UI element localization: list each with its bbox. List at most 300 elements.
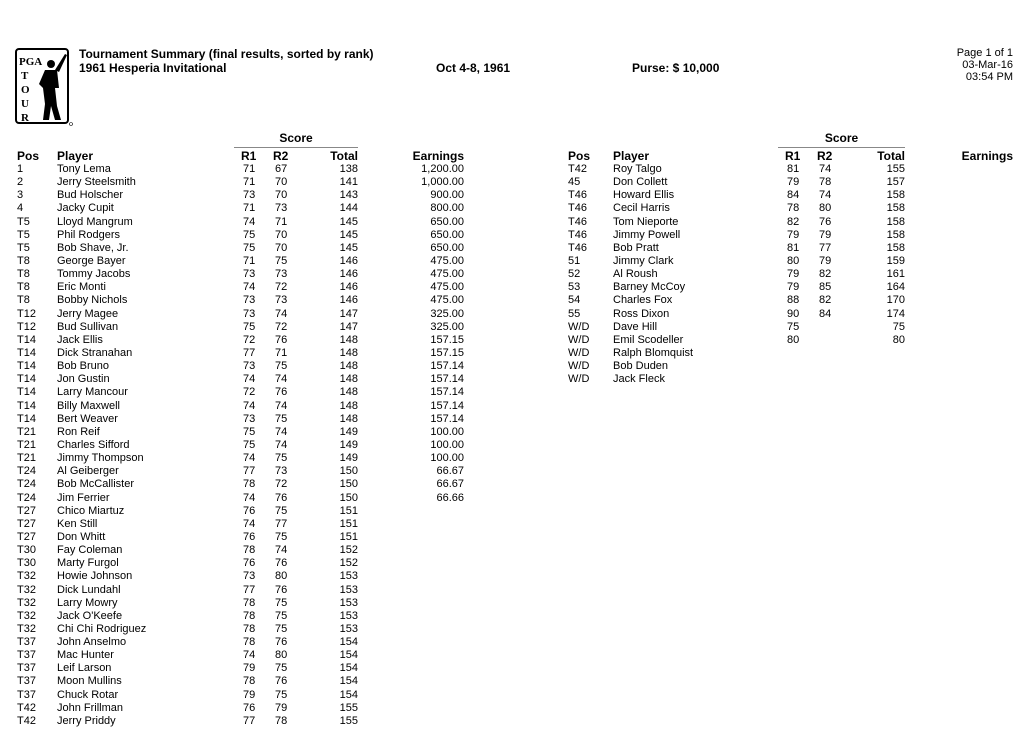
cell-r2: 76	[275, 333, 288, 346]
cell-player: Bob Pratt	[613, 241, 659, 254]
cell-player: Jack O'Keefe	[57, 609, 123, 622]
table-row	[0, 584, 520, 597]
cell-r1: 75	[243, 241, 256, 254]
cell-earnings: 100.00	[430, 425, 464, 438]
cell-player: Jimmy Powell	[613, 228, 681, 241]
score-group-label: Score	[279, 131, 313, 145]
cell-r1: 77	[243, 714, 256, 727]
cell-earnings: 800.00	[430, 202, 464, 215]
cell-r2: 77	[275, 517, 288, 530]
cell-r2: 76	[275, 583, 288, 596]
table-row	[0, 163, 1023, 176]
cell-r2: 76	[275, 636, 288, 649]
cell-total: 149	[339, 438, 358, 451]
cell-r2: 73	[275, 202, 288, 215]
cell-player: Tony Lema	[57, 163, 111, 175]
cell-player: Ron Reif	[57, 425, 100, 438]
cell-total: 146	[339, 281, 358, 294]
cell-r1: 80	[787, 254, 800, 267]
cell-total: 148	[339, 386, 358, 399]
cell-pos: T32	[17, 596, 36, 609]
cell-pos: T32	[17, 570, 36, 583]
table-row	[0, 544, 520, 557]
cell-total: 152	[339, 544, 358, 557]
col-header-total-right: Total	[877, 149, 905, 163]
table-row	[0, 610, 520, 623]
cell-total: 143	[339, 189, 358, 202]
cell-pos: T30	[17, 557, 36, 570]
cell-player: Barney McCoy	[613, 281, 686, 294]
cell-pos: T14	[17, 399, 36, 412]
cell-pos: 4	[17, 202, 24, 215]
cell-r2: 75	[275, 609, 288, 622]
cell-pos: T21	[17, 438, 36, 451]
cell-r2: 84	[819, 307, 832, 320]
score-group-header-left	[234, 131, 358, 148]
cell-player: Larry Mancour	[57, 386, 128, 399]
cell-r1: 74	[243, 452, 256, 465]
cell-total: 170	[886, 294, 905, 307]
cell-r2: 75	[275, 412, 288, 425]
table-row	[0, 334, 1023, 347]
cell-earnings: 100.00	[430, 452, 464, 465]
cell-pos: T21	[17, 425, 36, 438]
cell-pos: T8	[17, 254, 30, 267]
cell-r1: 78	[243, 636, 256, 649]
cell-total: 158	[886, 202, 905, 215]
table-row	[0, 202, 1023, 215]
cell-r1: 76	[243, 530, 256, 543]
cell-earnings: 157.14	[430, 399, 464, 412]
cell-pos: T32	[17, 609, 36, 622]
cell-player: Al Roush	[613, 268, 658, 281]
cell-total: 154	[339, 662, 358, 675]
cell-earnings: 157.15	[430, 346, 464, 359]
cell-player: Jimmy Thompson	[57, 452, 144, 465]
cell-r1: 78	[243, 622, 256, 635]
cell-total: 150	[339, 491, 358, 504]
cell-r1: 76	[243, 557, 256, 570]
cell-r1: 74	[243, 399, 256, 412]
page-info	[957, 47, 1013, 83]
col-header-r1: R1	[241, 149, 257, 163]
cell-player: Bud Holscher	[57, 189, 124, 202]
table-row	[0, 308, 1023, 321]
cell-r2: 73	[275, 294, 288, 307]
pga-tour-logo	[15, 48, 73, 126]
cell-r1: 79	[787, 268, 800, 281]
table-row	[0, 281, 1023, 294]
col-header-pos: Pos	[17, 149, 40, 163]
table-row	[0, 649, 520, 662]
cell-total: 151	[339, 504, 358, 517]
cell-r2: 75	[275, 360, 288, 373]
logo-letter-r: R	[21, 112, 29, 124]
cell-r1: 73	[243, 570, 256, 583]
cell-pos: T27	[17, 517, 36, 530]
score-group-rule	[778, 147, 905, 148]
cell-total: 148	[339, 360, 358, 373]
score-group-rule	[234, 147, 358, 148]
table-row	[0, 229, 1023, 242]
cell-earnings: 66.67	[436, 465, 464, 478]
cell-r2: 78	[819, 176, 832, 189]
cell-r2: 75	[275, 596, 288, 609]
cell-r1: 79	[787, 176, 800, 189]
cell-player: Bud Sullivan	[57, 320, 119, 333]
cell-total: 145	[339, 241, 358, 254]
cell-r1: 74	[243, 517, 256, 530]
cell-r2: 70	[275, 176, 288, 189]
cell-earnings: 66.66	[436, 491, 464, 504]
logo-letter-t: T	[21, 70, 29, 82]
cell-r2: 70	[275, 241, 288, 254]
cell-pos: 55	[568, 307, 581, 320]
cell-pos: T14	[17, 333, 36, 346]
cell-pos: T30	[17, 544, 36, 557]
cell-player: Billy Maxwell	[57, 399, 120, 412]
cell-player: Eric Monti	[57, 281, 106, 294]
cell-player: Roy Talgo	[613, 163, 662, 175]
cell-pos: T42	[17, 701, 36, 714]
cell-pos: T8	[17, 294, 30, 307]
cell-r2: 72	[275, 281, 288, 294]
cell-pos: T14	[17, 386, 36, 399]
cell-r2: 82	[819, 268, 832, 281]
cell-r1: 78	[243, 478, 256, 491]
cell-r2: 74	[275, 438, 288, 451]
cell-pos: T5	[17, 215, 30, 228]
cell-r1: 79	[787, 228, 800, 241]
cell-r2: 76	[275, 557, 288, 570]
cell-pos: T12	[17, 307, 36, 320]
table-row	[0, 505, 520, 518]
cell-earnings: 157.15	[430, 333, 464, 346]
cell-player: Mac Hunter	[57, 649, 114, 662]
cell-total: 151	[339, 517, 358, 530]
cell-r2: 74	[275, 425, 288, 438]
cell-total: 148	[339, 333, 358, 346]
col-header-earnings: Earnings	[412, 149, 464, 163]
cell-total: 152	[339, 557, 358, 570]
table-row	[0, 216, 1023, 229]
table-row	[0, 478, 520, 491]
cell-total: 150	[339, 465, 358, 478]
cell-pos: T14	[17, 360, 36, 373]
cell-r1: 81	[787, 241, 800, 254]
page-number: Page 1 of 1	[956, 47, 1013, 59]
cell-pos: W/D	[568, 373, 590, 386]
cell-player: Howard Ellis	[613, 189, 675, 202]
cell-r2: 75	[275, 530, 288, 543]
cell-pos: T37	[17, 675, 36, 688]
cell-pos: T27	[17, 504, 36, 517]
cell-total: 164	[886, 281, 905, 294]
cell-pos: T46	[568, 189, 587, 202]
cell-r2: 76	[819, 215, 832, 228]
cell-pos: W/D	[568, 360, 590, 373]
cell-total: 145	[339, 228, 358, 241]
cell-total: 148	[339, 346, 358, 359]
cell-player: Jack Ellis	[57, 333, 103, 346]
cell-r1: 78	[243, 596, 256, 609]
col-header-r2-right: R2	[817, 149, 833, 163]
table-row	[0, 531, 520, 544]
cell-total: 154	[339, 649, 358, 662]
cell-total: 151	[339, 530, 358, 543]
cell-r1: 73	[243, 307, 256, 320]
cell-earnings: 66.67	[436, 478, 464, 491]
cell-r2: 71	[275, 346, 288, 359]
cell-player: Charles Fox	[613, 294, 673, 307]
cell-r1: 71	[243, 202, 256, 215]
cell-r2: 75	[275, 504, 288, 517]
cell-r2: 80	[275, 649, 288, 662]
cell-total: 153	[339, 596, 358, 609]
pga-tour-logo-icon	[15, 48, 73, 126]
cell-r1: 75	[243, 320, 256, 333]
table-row	[0, 492, 520, 505]
cell-pos: 53	[568, 281, 581, 294]
cell-r2: 75	[275, 662, 288, 675]
table-row	[0, 452, 520, 465]
cell-r1: 78	[243, 675, 256, 688]
table-row	[0, 597, 520, 610]
cell-r1: 77	[243, 465, 256, 478]
table-row	[0, 623, 520, 636]
score-group-label: Score	[824, 131, 859, 145]
cell-player: Jacky Cupit	[57, 202, 114, 215]
cell-player: Don Collett	[613, 176, 668, 189]
cell-earnings: 157.14	[430, 373, 464, 386]
cell-total: 161	[886, 268, 905, 281]
cell-r1: 71	[243, 163, 256, 175]
cell-total: 154	[339, 636, 358, 649]
cell-player: Bert Weaver	[57, 412, 118, 425]
cell-total: 149	[339, 425, 358, 438]
cell-earnings: 157.14	[430, 412, 464, 425]
table-row	[0, 518, 520, 531]
cell-total: 145	[339, 215, 358, 228]
cell-r2: 74	[275, 544, 288, 557]
cell-earnings: 650.00	[430, 228, 464, 241]
cell-earnings: 157.14	[430, 386, 464, 399]
cell-r2: 73	[275, 465, 288, 478]
cell-player: Don Whitt	[57, 530, 106, 543]
cell-earnings: 100.00	[430, 438, 464, 451]
logo-letter-u: U	[21, 98, 29, 110]
cell-earnings: 1,200.00	[421, 163, 464, 175]
cell-player: Tom Nieporte	[613, 215, 679, 228]
col-header-r2: R2	[273, 149, 289, 163]
cell-r2: 78	[275, 714, 288, 727]
cell-pos: T14	[17, 412, 36, 425]
cell-player: Jerry Priddy	[57, 714, 116, 727]
cell-pos: T8	[17, 268, 30, 281]
cell-pos: T46	[568, 241, 587, 254]
table-row	[0, 702, 520, 715]
cell-pos: 2	[17, 176, 24, 189]
cell-player: Bob Shave, Jr.	[57, 241, 129, 254]
cell-pos: W/D	[568, 320, 590, 333]
cell-r1: 90	[787, 307, 800, 320]
cell-r1: 79	[243, 662, 256, 675]
cell-player: Dick Lundahl	[57, 583, 121, 596]
cell-pos: T42	[17, 714, 36, 727]
cell-earnings: 1,000.00	[421, 176, 464, 189]
cell-total: 158	[886, 189, 905, 202]
cell-r2: 74	[275, 373, 288, 386]
logo-text-pga: PGA	[19, 56, 43, 68]
cell-pos: T37	[17, 636, 36, 649]
cell-player: Bob Bruno	[57, 360, 109, 373]
cell-player: Jon Gustin	[57, 373, 110, 386]
cell-r2: 79	[819, 254, 832, 267]
cell-total: 148	[339, 373, 358, 386]
cell-player: Larry Mowry	[57, 596, 118, 609]
cell-r2: 74	[275, 307, 288, 320]
cell-pos: 1	[17, 163, 24, 175]
cell-r2: 74	[819, 189, 832, 202]
table-row	[0, 242, 1023, 255]
cell-r1: 75	[243, 228, 256, 241]
cell-r1: 74	[243, 649, 256, 662]
cell-total: 174	[886, 307, 905, 320]
cell-r1: 84	[787, 189, 800, 202]
cell-pos: 52	[568, 268, 581, 281]
cell-r1: 79	[787, 281, 800, 294]
cell-total: 146	[339, 294, 358, 307]
col-header-player-right: Player	[613, 149, 650, 163]
cell-player: Chi Chi Rodriguez	[57, 622, 147, 635]
table-row	[0, 557, 520, 570]
table-row	[0, 400, 520, 413]
cell-r2: 79	[819, 228, 832, 241]
table-row	[0, 413, 520, 426]
cell-earnings: 475.00	[430, 268, 464, 281]
cell-player: Chuck Rotar	[57, 688, 119, 701]
cell-player: Cecil Harris	[613, 202, 670, 215]
print-date: 03-Mar-16	[962, 59, 1013, 71]
cell-total: 154	[339, 675, 358, 688]
table-row	[0, 347, 1023, 360]
event-purse: Purse: $ 10,000	[632, 61, 720, 75]
cell-earnings: 325.00	[430, 320, 464, 333]
cell-r2: 75	[275, 688, 288, 701]
score-group-header-right	[778, 131, 905, 148]
cell-total: 75	[892, 320, 905, 333]
table-row	[0, 255, 1023, 268]
cell-r1: 81	[787, 163, 800, 175]
cell-player: Jerry Steelsmith	[57, 176, 136, 189]
cell-earnings: 650.00	[430, 241, 464, 254]
cell-pos: T32	[17, 622, 36, 635]
cell-player: Jerry Magee	[57, 307, 119, 320]
table-row	[0, 636, 520, 649]
cell-earnings: 475.00	[430, 281, 464, 294]
cell-total: 159	[886, 254, 905, 267]
cell-player: Charles Sifford	[57, 438, 130, 451]
cell-total: 138	[339, 163, 358, 175]
table-row	[0, 373, 1023, 386]
cell-pos: T12	[17, 320, 36, 333]
cell-total: 158	[886, 228, 905, 241]
cell-r1: 72	[243, 386, 256, 399]
cell-r1: 78	[787, 202, 800, 215]
cell-pos: T21	[17, 452, 36, 465]
cell-earnings: 475.00	[430, 254, 464, 267]
cell-total: 158	[886, 241, 905, 254]
cell-player: Chico Miartuz	[57, 504, 125, 517]
cell-player: Moon Mullins	[57, 675, 122, 688]
cell-player: Leif Larson	[57, 662, 112, 675]
col-header-total: Total	[330, 149, 358, 163]
cell-player: Dave Hill	[613, 320, 658, 333]
table-row	[0, 189, 1023, 202]
table-row	[0, 675, 520, 688]
cell-r1: 76	[243, 701, 256, 714]
cell-pos: T5	[17, 241, 30, 254]
table-row	[0, 570, 520, 583]
cell-r2: 74	[275, 399, 288, 412]
cell-r1: 77	[243, 583, 256, 596]
cell-pos: 51	[568, 254, 581, 267]
cell-r2: 75	[275, 622, 288, 635]
cell-total: 153	[339, 583, 358, 596]
cell-total: 153	[339, 622, 358, 635]
results-table-right	[0, 163, 1023, 386]
cell-r2: 77	[819, 241, 832, 254]
cell-player: Howie Johnson	[57, 570, 133, 583]
cell-player: Lloyd Mangrum	[57, 215, 133, 228]
cell-pos: T24	[17, 465, 36, 478]
cell-player: Dick Stranahan	[57, 346, 133, 359]
cell-r1: 73	[243, 412, 256, 425]
cell-r2: 82	[819, 294, 832, 307]
cell-r2: 72	[275, 320, 288, 333]
cell-pos: T24	[17, 491, 36, 504]
table-row	[0, 321, 1023, 334]
cell-player: Emil Scodeller	[613, 333, 684, 346]
cell-earnings: 650.00	[430, 215, 464, 228]
cell-player: Jimmy Clark	[613, 254, 674, 267]
cell-total: 157	[886, 176, 905, 189]
cell-r2: 85	[819, 281, 832, 294]
cell-r1: 74	[243, 281, 256, 294]
cell-pos: T46	[568, 202, 587, 215]
cell-r2: 76	[275, 386, 288, 399]
cell-pos: T14	[17, 346, 36, 359]
cell-pos: T27	[17, 530, 36, 543]
cell-total: 80	[892, 333, 905, 346]
cell-pos: T37	[17, 688, 36, 701]
cell-earnings: 325.00	[430, 307, 464, 320]
cell-r2: 71	[275, 215, 288, 228]
cell-earnings: 157.14	[430, 360, 464, 373]
cell-r1: 75	[787, 320, 800, 333]
cell-total: 155	[339, 701, 358, 714]
cell-total: 150	[339, 478, 358, 491]
cell-pos: T24	[17, 478, 36, 491]
cell-total: 146	[339, 268, 358, 281]
cell-r2: 67	[275, 163, 288, 175]
cell-player: Al Geiberger	[57, 465, 119, 478]
cell-pos: T42	[568, 163, 587, 175]
cell-r1: 82	[787, 215, 800, 228]
cell-total: 144	[339, 202, 358, 215]
cell-pos: T5	[17, 228, 30, 241]
cell-total: 149	[339, 452, 358, 465]
